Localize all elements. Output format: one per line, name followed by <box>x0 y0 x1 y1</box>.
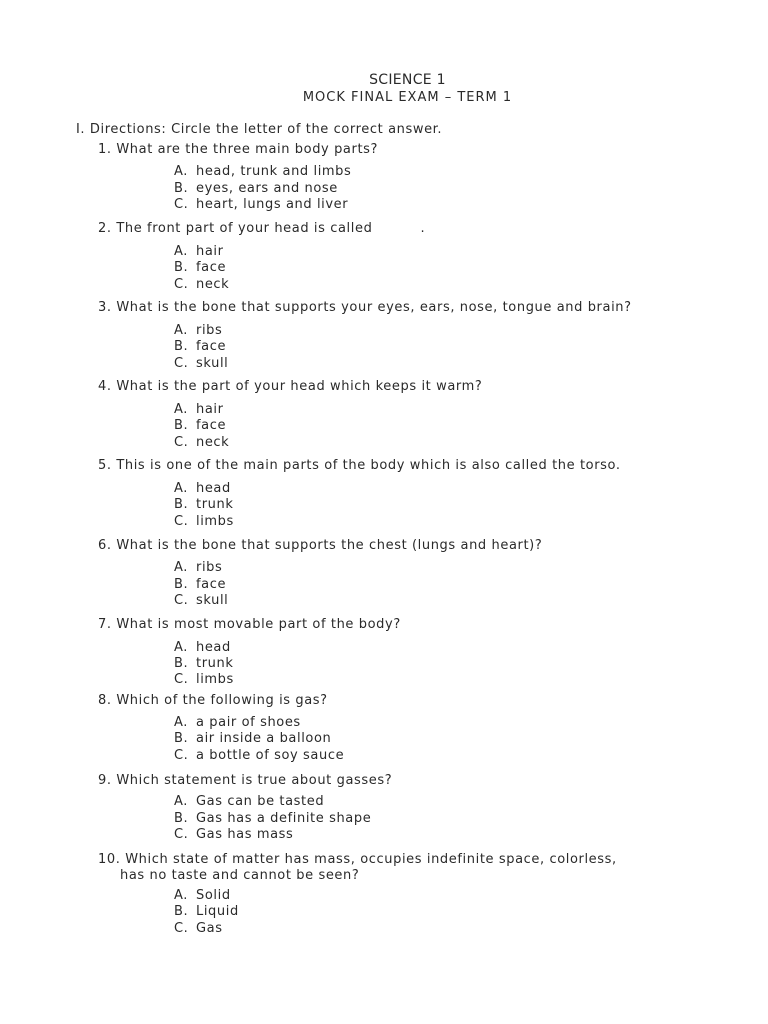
q8-option-a[interactable]: A. a pair of shoes <box>174 715 301 730</box>
q3-option-a[interactable]: A. ribs <box>174 323 223 338</box>
q4-option-c[interactable]: C. neck <box>174 435 230 450</box>
q2-option-b[interactable]: B. face <box>174 260 227 275</box>
question-2: 2. The front part of your head is called . <box>98 221 426 236</box>
q7-option-b[interactable]: B. trunk <box>174 656 234 671</box>
question-10-continued: has no taste and cannot be seen? <box>120 868 360 883</box>
q4-option-b[interactable]: B. face <box>174 418 227 433</box>
q1-option-c[interactable]: C. heart, lungs and liver <box>174 197 349 212</box>
q5-option-c[interactable]: C. limbs <box>174 514 234 529</box>
question-7: 7. What is most movable part of the body? <box>98 617 401 632</box>
q10-option-c[interactable]: C. Gas <box>174 921 223 936</box>
question-5: 5. This is one of the main parts of the body which is also called the torso. <box>98 458 621 473</box>
q9-option-b[interactable]: B. Gas has a definite shape <box>174 811 372 826</box>
question-10: 10. Which state of matter has mass, occupies indefinite space, colorless, <box>98 852 617 867</box>
q9-option-a[interactable]: A. Gas can be tasted <box>174 794 325 809</box>
q2-option-a[interactable]: A. hair <box>174 244 224 259</box>
q1-option-a[interactable]: A. head, trunk and limbs <box>174 164 352 179</box>
q5-option-a[interactable]: A. head <box>174 481 231 496</box>
q1-option-b[interactable]: B. eyes, ears and nose <box>174 181 338 196</box>
directions-text: I. Directions: Circle the letter of the correct answer. <box>76 122 443 137</box>
q3-option-c[interactable]: C. skull <box>174 356 229 371</box>
page-title: SCIENCE 1 <box>369 72 446 88</box>
q5-option-b[interactable]: B. trunk <box>174 497 234 512</box>
question-4: 4. What is the part of your head which keeps it warm? <box>98 379 483 394</box>
question-1: 1. What are the three main body parts? <box>98 142 379 157</box>
q4-option-a[interactable]: A. hair <box>174 402 224 417</box>
question-6: 6. What is the bone that supports the chest (lungs and heart)? <box>98 538 543 553</box>
question-8: 8. Which of the following is gas? <box>98 693 328 708</box>
q9-option-c[interactable]: C. Gas has mass <box>174 827 294 842</box>
q7-option-c[interactable]: C. limbs <box>174 672 234 687</box>
q6-option-c[interactable]: C. skull <box>174 593 229 608</box>
page-subtitle: MOCK FINAL EXAM – TERM 1 <box>302 90 513 105</box>
q10-option-a[interactable]: A. Solid <box>174 888 231 903</box>
question-3: 3. What is the bone that supports your eyes, ears, nose, tongue and brain? <box>98 300 632 315</box>
q10-option-b[interactable]: B. Liquid <box>174 904 239 919</box>
q2-option-c[interactable]: C. neck <box>174 277 230 292</box>
q8-option-c[interactable]: C. a bottle of soy sauce <box>174 748 345 763</box>
q6-option-b[interactable]: B. face <box>174 577 227 592</box>
q8-option-b[interactable]: B. air inside a balloon <box>174 731 332 746</box>
q3-option-b[interactable]: B. face <box>174 339 227 354</box>
q6-option-a[interactable]: A. ribs <box>174 560 223 575</box>
question-9: 9. Which statement is true about gasses? <box>98 773 393 788</box>
q7-option-a[interactable]: A. head <box>174 640 231 655</box>
